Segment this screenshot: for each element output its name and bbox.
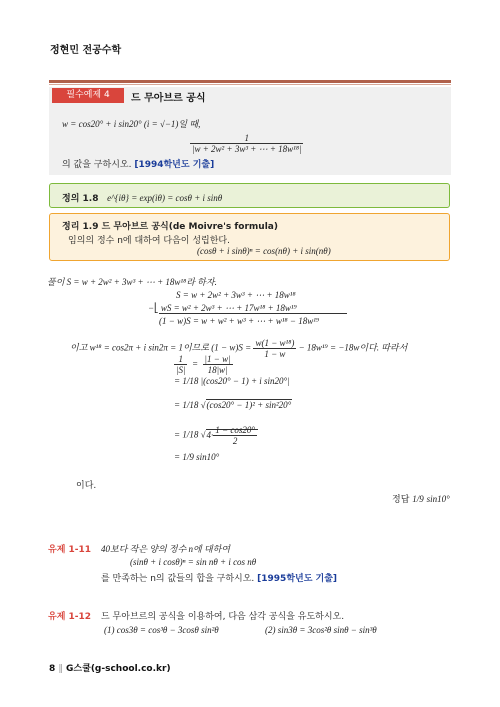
theorem-title: 정리 1.9 드 무아브르 공식(de Moivre's formula): [62, 222, 278, 232]
example-fraction: [190, 133, 303, 155]
definition: [62, 191, 222, 204]
problem-1-11-line3: [101, 571, 337, 584]
solution-since-line: [70, 338, 407, 359]
site-name: G스쿨(g-school.co.kr): [66, 664, 171, 674]
eq1-rhs-num: |1 − w|: [204, 354, 231, 364]
eq4-coef: 1/18: [182, 429, 199, 440]
theorem-statement: 임의의 정수 n에 대하여 다음이 성립한다.: [68, 236, 230, 246]
example-fraction-denominator: |w + 2w² + 3w³ + ⋯ + 18w¹⁸|: [192, 144, 302, 154]
eq1-lhs-den: |S|: [176, 365, 186, 375]
eq5-body: sin10°: [196, 452, 220, 462]
eq4-den: 2: [213, 435, 257, 446]
solution-row-diff: (1 − w)S = w + w² + w³ + ⋯ + w¹⁸ − 18w¹⁹: [159, 316, 320, 326]
book-title: 정현민 전공수학: [50, 45, 122, 56]
equation-step-4: = 1/18 √4· $\frac{1 - \cos 20^\circ}{2}$: [174, 425, 258, 446]
example-question-text: 의 값을 구하시오.: [62, 160, 132, 170]
since-denominator: 1 − w: [253, 348, 296, 359]
equation-step-3: = 1/18 √(cos20° − 1)² + sin²20°: [174, 400, 292, 410]
page-number: 8: [49, 664, 56, 674]
footer: [49, 661, 171, 674]
header-rule-thin: [49, 84, 451, 85]
problem-1-11-formula: (sinθ + i cosθ)ⁿ = sin nθ + i cos nθ: [130, 557, 257, 567]
solution-since-a: 이고 w¹⁸ = cos2π + i sin2π = 1이므로 (1 − w)S =: [70, 342, 252, 353]
eq3-body: (cos20° − 1)² + sin²20°: [206, 400, 292, 410]
eq2-coef: 1/18: [182, 376, 199, 386]
answer: [392, 492, 450, 505]
example-fraction-numerator: 1: [244, 133, 249, 143]
solution-end: 이다.: [76, 481, 97, 491]
solution-since-b: − 18w¹⁹ = −18w이다. 따라서: [298, 342, 408, 353]
header-rule: [49, 80, 451, 83]
example-source: [1994학년도 기출]: [134, 160, 215, 170]
problem-1-11-question: 를 만족하는 n의 값들의 합을 구하시오.: [101, 574, 255, 584]
problem-1-12-label: 유제 1-12: [48, 612, 92, 622]
example-title: 드 무아브르 공식: [131, 93, 206, 104]
problem-1-12-part2: (2) sin3θ = 3cos²θ sinθ − sin³θ: [265, 625, 377, 635]
example-badge: 필수예제 4: [52, 88, 124, 103]
answer-label: 정답: [392, 495, 410, 505]
problem-1-11-line1: 40보다 작은 양의 정수 n에 대하여: [101, 544, 231, 554]
eq2-body: |(cos20° − 1) + i sin20°|: [200, 376, 290, 386]
eq1-lhs-num: 1: [178, 354, 183, 364]
example-condition: w = cos20° + i sin20° (i = √−1)일 때,: [62, 119, 201, 129]
problem-1-11-source: [1995학년도 기출]: [257, 574, 338, 584]
since-numerator: w(1 − w¹⁸): [255, 338, 295, 348]
answer-value: sin10°: [426, 494, 450, 504]
equation-step-5: = 1/9 sin10°: [174, 452, 220, 462]
solution-intro: 풀이 S = w + 2w² + 3w³ + ⋯ + 18w¹⁸라 하자.: [47, 277, 217, 287]
definition-formula: e^{iθ} = exp(iθ) = cosθ + i sinθ: [107, 193, 223, 203]
eq1-rhs-den: 18|w|: [203, 364, 233, 375]
eq3-coef: 1/18: [182, 400, 199, 410]
problem-1-11-label: 유제 1-11: [48, 545, 92, 555]
equation-step-2: = 1/18 |(cos20° − 1) + i sin20°|: [174, 376, 290, 386]
definition-label: 정의 1.8: [62, 194, 99, 204]
theorem-formula: (cosθ + i sinθ)ⁿ = cos(nθ) + i sin(nθ): [197, 246, 331, 256]
solution-row-s: S = w + 2w² + 3w³ + ⋯ + 18w¹⁸: [176, 290, 296, 300]
problem-1-12-part1: (1) cos3θ = cos³θ − 3cosθ sin²θ: [104, 625, 219, 635]
subtraction-rule: [159, 313, 347, 314]
eq4-num: 1 − cos20°: [215, 425, 255, 435]
answer-coef: 1/9: [412, 494, 424, 504]
solution-row-ws: −⎣ wS = w² + 2w³ + ⋯ + 17w¹⁸ + 18w¹⁹: [148, 303, 297, 313]
footer-separator: ‖: [58, 664, 63, 674]
equation-step-1: $\frac{1}{|S|}$ = $\frac{|1 - w|}{18|w|}$: [176, 354, 231, 375]
eq5-coef: 1/9: [182, 452, 194, 462]
problem-1-12-line1: 드 무아브르의 공식을 이용하여, 다음 삼각 공식을 유도하시오.: [101, 612, 345, 622]
example-question: [62, 157, 214, 170]
